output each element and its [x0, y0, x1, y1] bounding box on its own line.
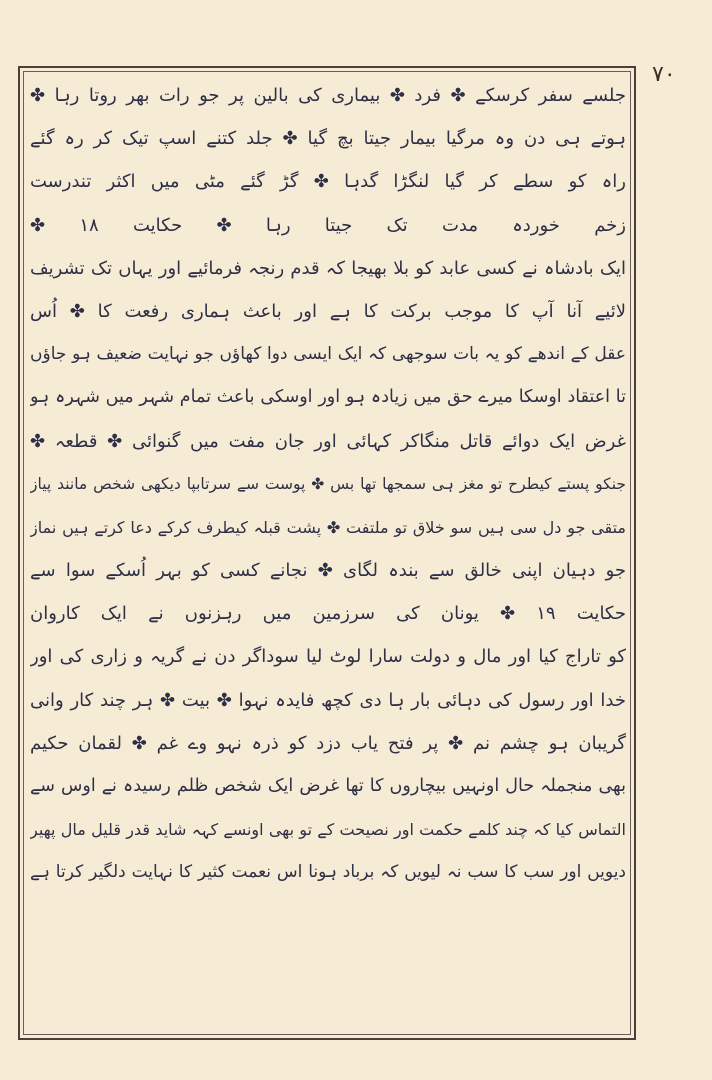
text-line: خدا اور رسول کی دہائی بار ہا دی کچھ فایدہ نہوا ✤ بیت ✤ ہر چند کار وانی — [30, 689, 626, 711]
text-line: گریبان ہو چشم نم ✤ پر فتح یاب دزد کو ذرہ نہو وے غم ✤ لقمان حکیم — [30, 732, 626, 754]
text-line: غرض ایک دوائے قاتل منگاکر کہائی اور جان مفت میں گنوائی ✤ قطعہ ✤ — [30, 430, 626, 452]
text-line: دیویں اور سب کا سب نہ لیویں کہ برباد ہونا اس نعمت کثیر کا نہایت دلگیر کرتا ہے — [30, 862, 626, 883]
text-line: عقل کے اندھے کو یہ بات سوجھی کہ ایک ایسی دوا کھاؤں جو نہایت ضعیف ہو جاؤں — [30, 344, 626, 365]
text-line: زخم خوردہ مدت تک جیتا رہا ✤ حکایت ۱۸ ✤ — [30, 214, 626, 236]
text-line: التماس کیا کہ چند کلمے حکمت اور نصیحت کے تو بھی اونسے کہہ شاید قدر قلیل مال پھیر — [30, 820, 626, 840]
text-line: حکایت ۱۹ ✤ یونان کی سرزمین میں رہزنوں نے ایک کاروان — [30, 603, 626, 625]
text-line: جو دہیان اپنی خالق سے بندہ لگای ✤ نجانے کسی کو بہر اُسکے سوا سے — [30, 560, 626, 582]
text-line: راہ کو سطے کر گیا لنگڑا گدہا ✤ گڑ گئے مٹی میں اکثر تندرست — [30, 171, 626, 193]
text-line: کو تاراج کیا اور مال و دولت سارا لوٹ لیا سوداگر دن نے گریہ و زاری کی اور — [30, 646, 626, 668]
text-line: جلسے سفر کرسکے ✤ فرد ✤ بیماری کی بالین پر جو رات بھر روتا رہا ✤ — [30, 85, 626, 106]
text-line: ایک بادشاہ نے کسی عابد کو بلا بھیجا کہ قدم رنجہ فرمائیے اور یہاں تک تشریف — [30, 257, 626, 279]
text-line: بھی منجملہ حال اونہیں بیچاروں کا تھا غرض ایک شخص ظلم رسیدہ نے اوس سے — [30, 776, 626, 796]
text-line: جنکو پستے کیطرح تو مغز ہی سمجھا تھا بس ✤ پوست سے سرتابپا دیکھی شخص مانند پیاز — [30, 474, 626, 493]
text-line: لائیے آنا آپ کا موجب برکت کا ہے اور باعث ہماری رفعت کا ✤ اُس — [30, 300, 626, 322]
text-line: تا اعتقاد اوسکا میرے حق میں زیادہ ہو اور اوسکی باعث تمام شہر میں شہرہ ہو — [30, 387, 626, 408]
text-line: متقی جو دل سی ہیں سو خلاق تو ملتفت ✤ پشت قبلہ کیطرف کرکے دعا کرتے ہیں نماز — [30, 517, 626, 537]
text-line: ہوتے ہی دن وہ مرگیا بیمار جیتا بچ گیا ✤ جلد کتنے اسپ تیک کر رہ گئے — [30, 128, 626, 150]
urdu-text-body — [30, 74, 626, 1034]
page-number: ۷۰ — [652, 62, 676, 87]
